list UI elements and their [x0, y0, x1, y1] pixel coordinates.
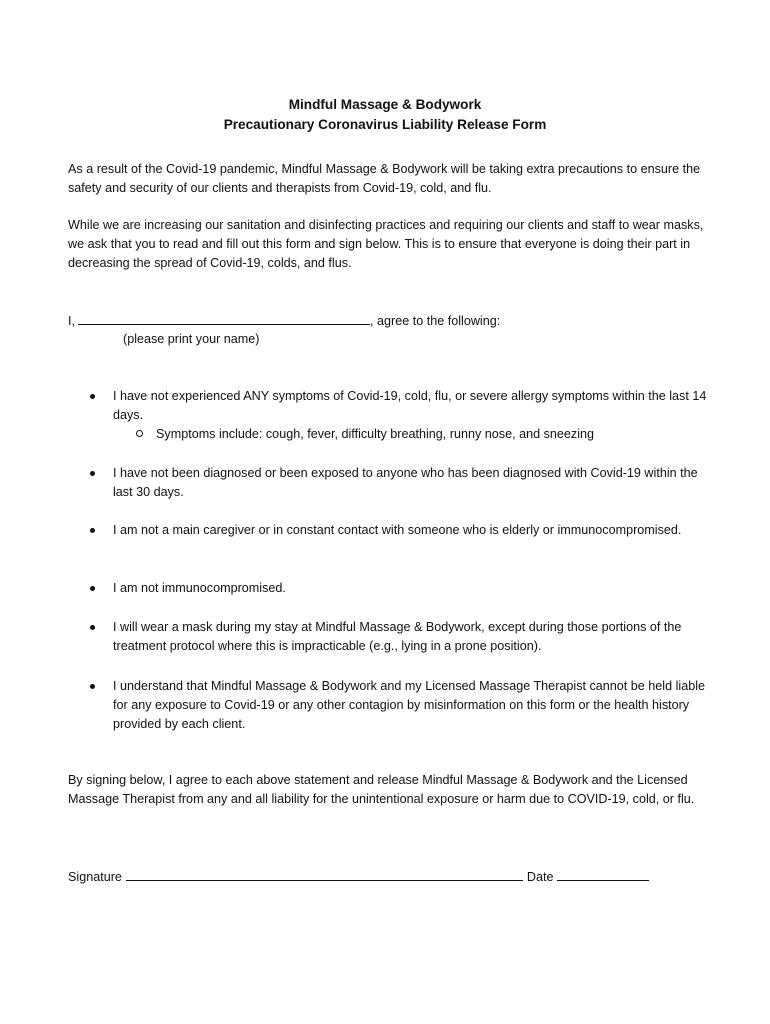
bullet-icon [90, 528, 95, 533]
form-title: Precautionary Coronavirus Liability Release Form [223, 117, 547, 132]
bullet-icon [90, 625, 95, 630]
statement-text: I am not immunocompromised. [113, 581, 286, 595]
statement-text: I have not experienced ANY symptoms of Covid-19, cold, flu, or severe allergy symptoms within the last 14 days. [113, 389, 707, 422]
sub-list-item [136, 425, 696, 444]
date-label: Date [526, 870, 554, 884]
bullet-icon [90, 684, 95, 689]
bullet-icon [90, 471, 95, 476]
intro-paragraph-2: While we are increasing our sanitation and disinfecting practices and requiring our clients and staff to wear masks, we ask that you to read and fill out this form and sign below. This is to ensure that everyone is doing their part in decreasing the spread of Covid-19, colds, and flus. [68, 218, 704, 270]
date-field[interactable] [557, 867, 649, 881]
form-header [0, 95, 770, 135]
signature-row [68, 867, 649, 887]
statement-text: I am not a main caregiver or in constant contact with someone who is elderly or immunocompromised. [113, 523, 682, 537]
name-line [68, 311, 708, 331]
symptoms-text: Symptoms include: cough, fever, difficulty breathing, runny nose, and sneezing [156, 427, 595, 441]
intro-paragraph-1: As a result of the Covid-19 pandemic, Mindful Massage & Bodywork will be taking extra precautions to ensure the safety and security of our clients and therapists from Covid-19, cold, and flu. [68, 162, 701, 195]
bullet-icon [90, 394, 95, 399]
bullet-icon [90, 586, 95, 591]
circle-bullet-icon [136, 430, 143, 437]
business-name-title: Mindful Massage & Bodywork [288, 97, 482, 112]
name-prefix: I, [68, 314, 75, 328]
closing-paragraph: By signing below, I agree to each above statement and release Mindful Massage & Bodywork and the Licensed Massage Therapist from any and all liability for the unintentional exposure or harm due to COVID-19, cold, or flu. [68, 773, 695, 806]
statement-text: I have not been diagnosed or been exposed to anyone who has been diagnosed with Covid-19 within the last 30 days. [113, 466, 698, 499]
statement-text: I will wear a mask during my stay at Mindful Massage & Bodywork, except during those portions of the treatment protocol where this is impracticable (e.g., lying in a prone position). [113, 620, 682, 653]
statement-text: I understand that Mindful Massage & Bodywork and my Licensed Massage Therapist cannot be held liable for any exposure to Covid-19 or any other contagion by misinformation on this form or the health history provided by each client. [113, 679, 706, 731]
signature-label: Signature [68, 870, 122, 884]
signature-field[interactable] [126, 867, 523, 881]
name-field[interactable] [78, 311, 370, 325]
name-suffix: , agree to the following: [370, 314, 501, 328]
print-name-hint: (please print your name) [123, 332, 260, 346]
